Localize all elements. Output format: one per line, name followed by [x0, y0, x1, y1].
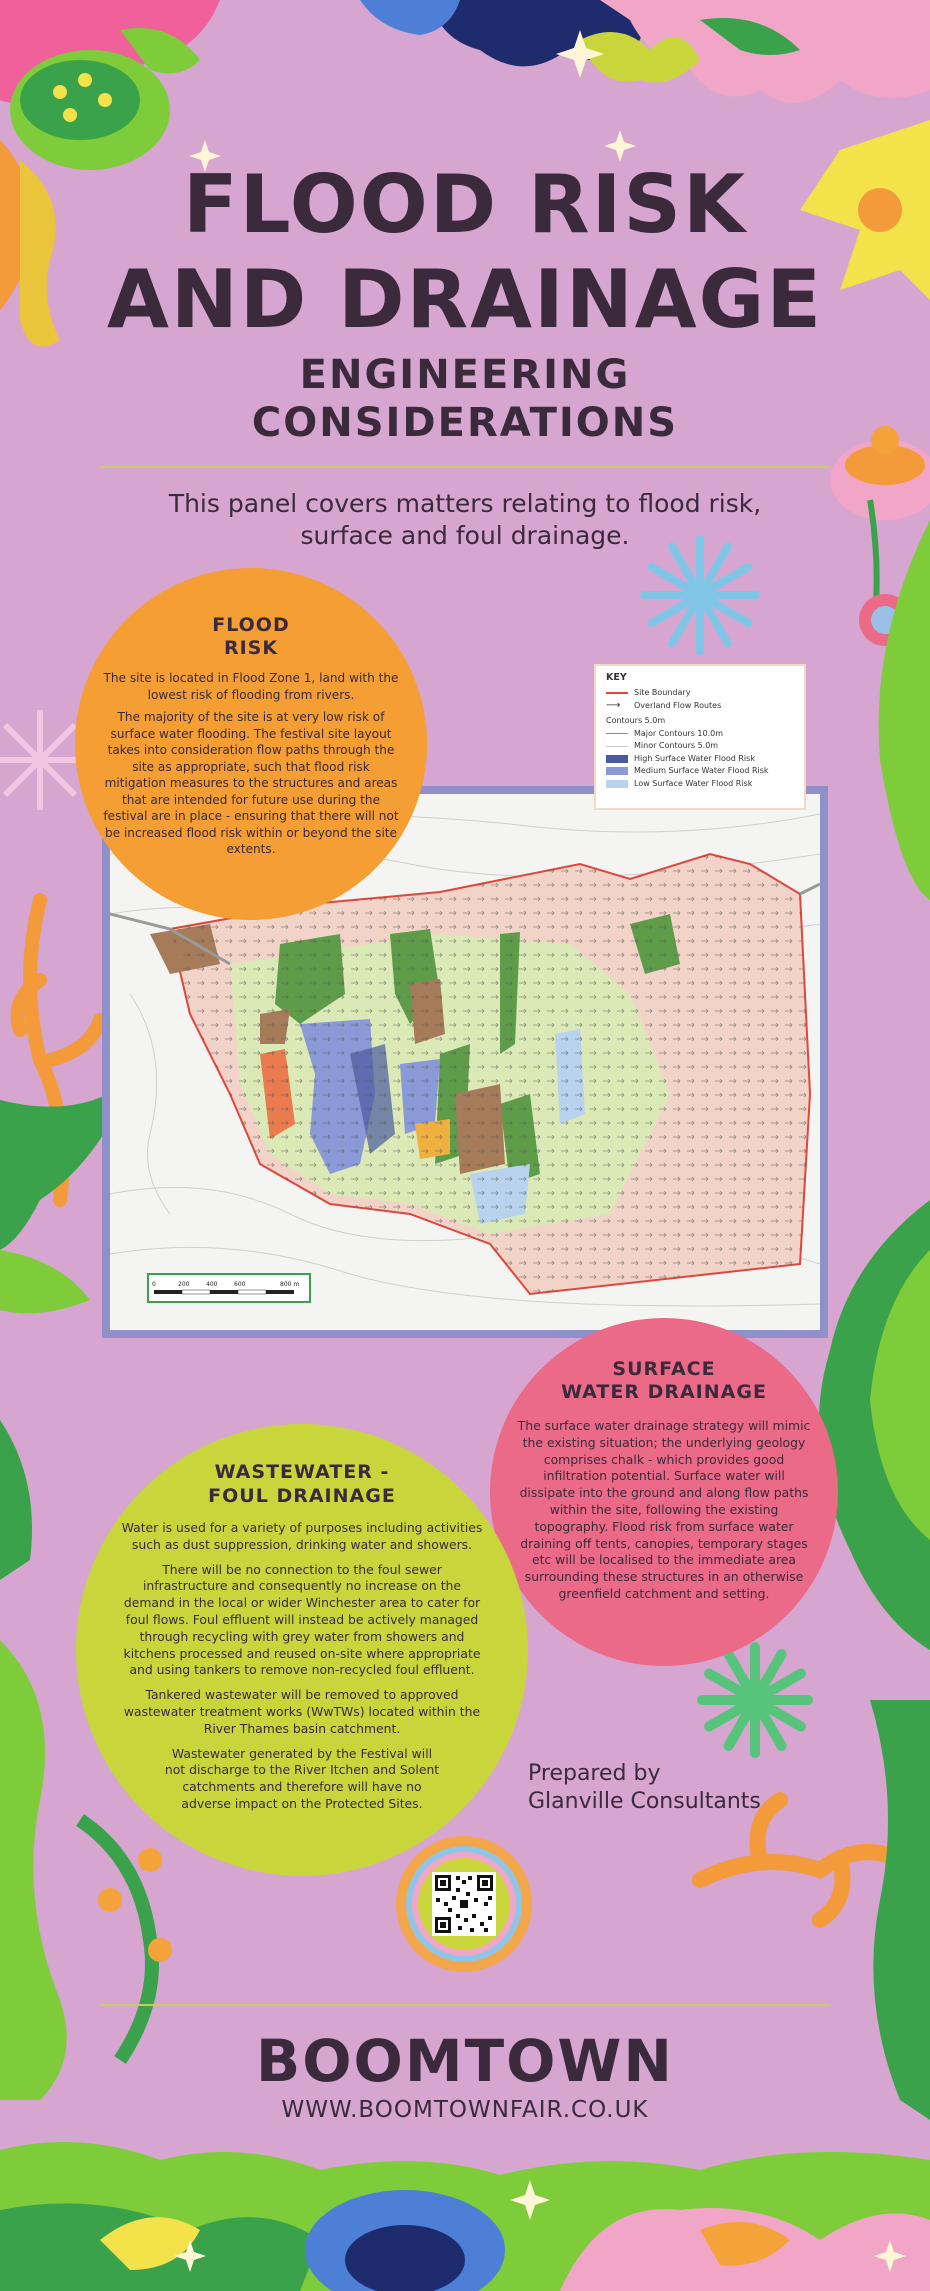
website-url[interactable]: WWW.BOOMTOWNFAIR.CO.UK — [281, 2097, 649, 2123]
map-key — [594, 664, 806, 810]
key-label: Site Boundary — [634, 688, 691, 698]
key-label: Minor Contours 5.0m — [634, 741, 719, 751]
surface-water-heading — [516, 1358, 812, 1404]
waste-paragraph-4: Wastewater generated by the Festival will not discharge to the River Itchen and Solent catchments and therefore will have no adverse impact on the Protected Sites. — [164, 1745, 440, 1811]
header-divider — [100, 466, 830, 468]
flood-paragraph-2: The majority of the site is at very low risk of surface water flooding. The festival site layout takes into consideration flow paths through the site as appropriate, such that flood risk mitigation measures to the structures and areas that are intended for future use during the festival are in place - ensuring that there will not be increased flood risk within or beyond the site extents. — [103, 710, 399, 856]
key-row-site-boundary — [606, 687, 794, 700]
key-row-medium-risk — [606, 765, 794, 778]
site-boundary-swatch — [606, 692, 628, 694]
key-label: High Surface Water Flood Risk — [634, 753, 755, 763]
key-row-contours — [606, 715, 794, 728]
wastewater-heading — [120, 1460, 484, 1508]
prepared-by-company: Glanville Consultants — [528, 1789, 761, 1814]
waste-paragraph-1: Water is used for a variety of purposes including activities such as dust suppression, drinking water and showers. — [121, 1520, 483, 1552]
key-row-high-risk — [606, 753, 794, 766]
wastewater-foul-drainage-circle — [76, 1424, 528, 1876]
key-row-low-risk — [606, 778, 794, 791]
key-label: Overland Flow Routes — [634, 700, 722, 710]
waste-paragraph-3: Tankered wastewater will be removed to approved wastewater treatment works (WwTWs) located within the River Thames basin catchment. — [123, 1687, 481, 1736]
subtitle-line1: ENGINEERING — [299, 352, 631, 398]
medium-risk-swatch — [606, 767, 628, 775]
key-label: Medium Surface Water Flood Risk — [634, 766, 769, 776]
surface-heading-line2: WATER DRAINAGE — [561, 1381, 767, 1403]
footer-divider — [100, 2004, 830, 2006]
flood-paragraph-1: The site is located in Flood Zone 1, land with the lowest risk of flooding from rivers. — [103, 671, 399, 702]
flood-risk-circle — [75, 568, 427, 920]
qr-code-graphic — [396, 1836, 532, 1972]
waste-heading-line1: WASTEWATER - — [214, 1461, 390, 1483]
page-title-line1: FLOOD RISK — [182, 158, 748, 251]
scale-label: 600 — [234, 1281, 246, 1288]
low-risk-swatch — [606, 780, 628, 788]
key-row-major-contours — [606, 728, 794, 741]
key-row-overland-flow — [606, 700, 794, 713]
key-label: Contours 5.0m — [606, 716, 666, 726]
surface-paragraph-1: The surface water drainage strategy will mimic the existing situation; the underlying geology comprises chalk - which provides good infiltration potential. Surface water will dissipate into the ground and along flow paths within the site, following the existing topography. Flood risk from surface water draining off tents, canopies, temporary stages etc will be localised to the immediate area surrounding these structures in an otherwise greenfield catchment and setting. — [517, 1418, 811, 1601]
flood-heading-line1: FLOOD — [212, 614, 290, 636]
key-row-minor-contours — [606, 740, 794, 753]
scale-label: 0 — [152, 1281, 156, 1288]
intro-text — [100, 488, 830, 552]
major-contour-swatch — [606, 733, 628, 734]
scale-label: 200 — [178, 1281, 190, 1288]
key-title: KEY — [606, 672, 627, 683]
prepared-by — [528, 1760, 788, 1816]
page-title-line2: AND DRAINAGE — [107, 253, 823, 346]
scale-label: 800 m — [280, 1281, 300, 1288]
high-risk-swatch — [606, 755, 628, 763]
key-label: Major Contours 10.0m — [634, 728, 724, 738]
surface-heading-line1: SURFACE — [612, 1358, 716, 1380]
flood-heading-line2: RISK — [223, 637, 279, 659]
flood-risk-heading — [101, 614, 401, 660]
surface-water-drainage-circle — [490, 1318, 838, 1666]
key-label: Low Surface Water Flood Risk — [634, 778, 753, 788]
waste-paragraph-2: There will be no connection to the foul sewer infrastructure and consequently no increase on the demand in the local or wider Winchester area to cater for foul flows. Foul effluent will instead be actively managed through recycling with grey water from showers and kitchens processed and reused on-site where appropriate and using tankers to remove non-recycled foul effluent. — [123, 1561, 481, 1678]
scale-label: 400 — [206, 1281, 218, 1288]
intro-line1: This panel covers matters relating to flood risk, — [168, 489, 762, 518]
prepared-by-label: Prepared by — [528, 1761, 661, 1786]
subtitle-line2: CONSIDERATIONS — [251, 400, 679, 446]
boomtown-logo: BOOMTOWN — [256, 2027, 674, 2095]
arrow-icon: ⟶ — [606, 699, 621, 711]
waste-heading-line2: FOUL DRAINAGE — [208, 1485, 396, 1507]
qr-code[interactable] — [396, 1836, 532, 1972]
intro-line2: surface and foul drainage. — [300, 521, 630, 550]
minor-contour-swatch — [606, 746, 628, 747]
